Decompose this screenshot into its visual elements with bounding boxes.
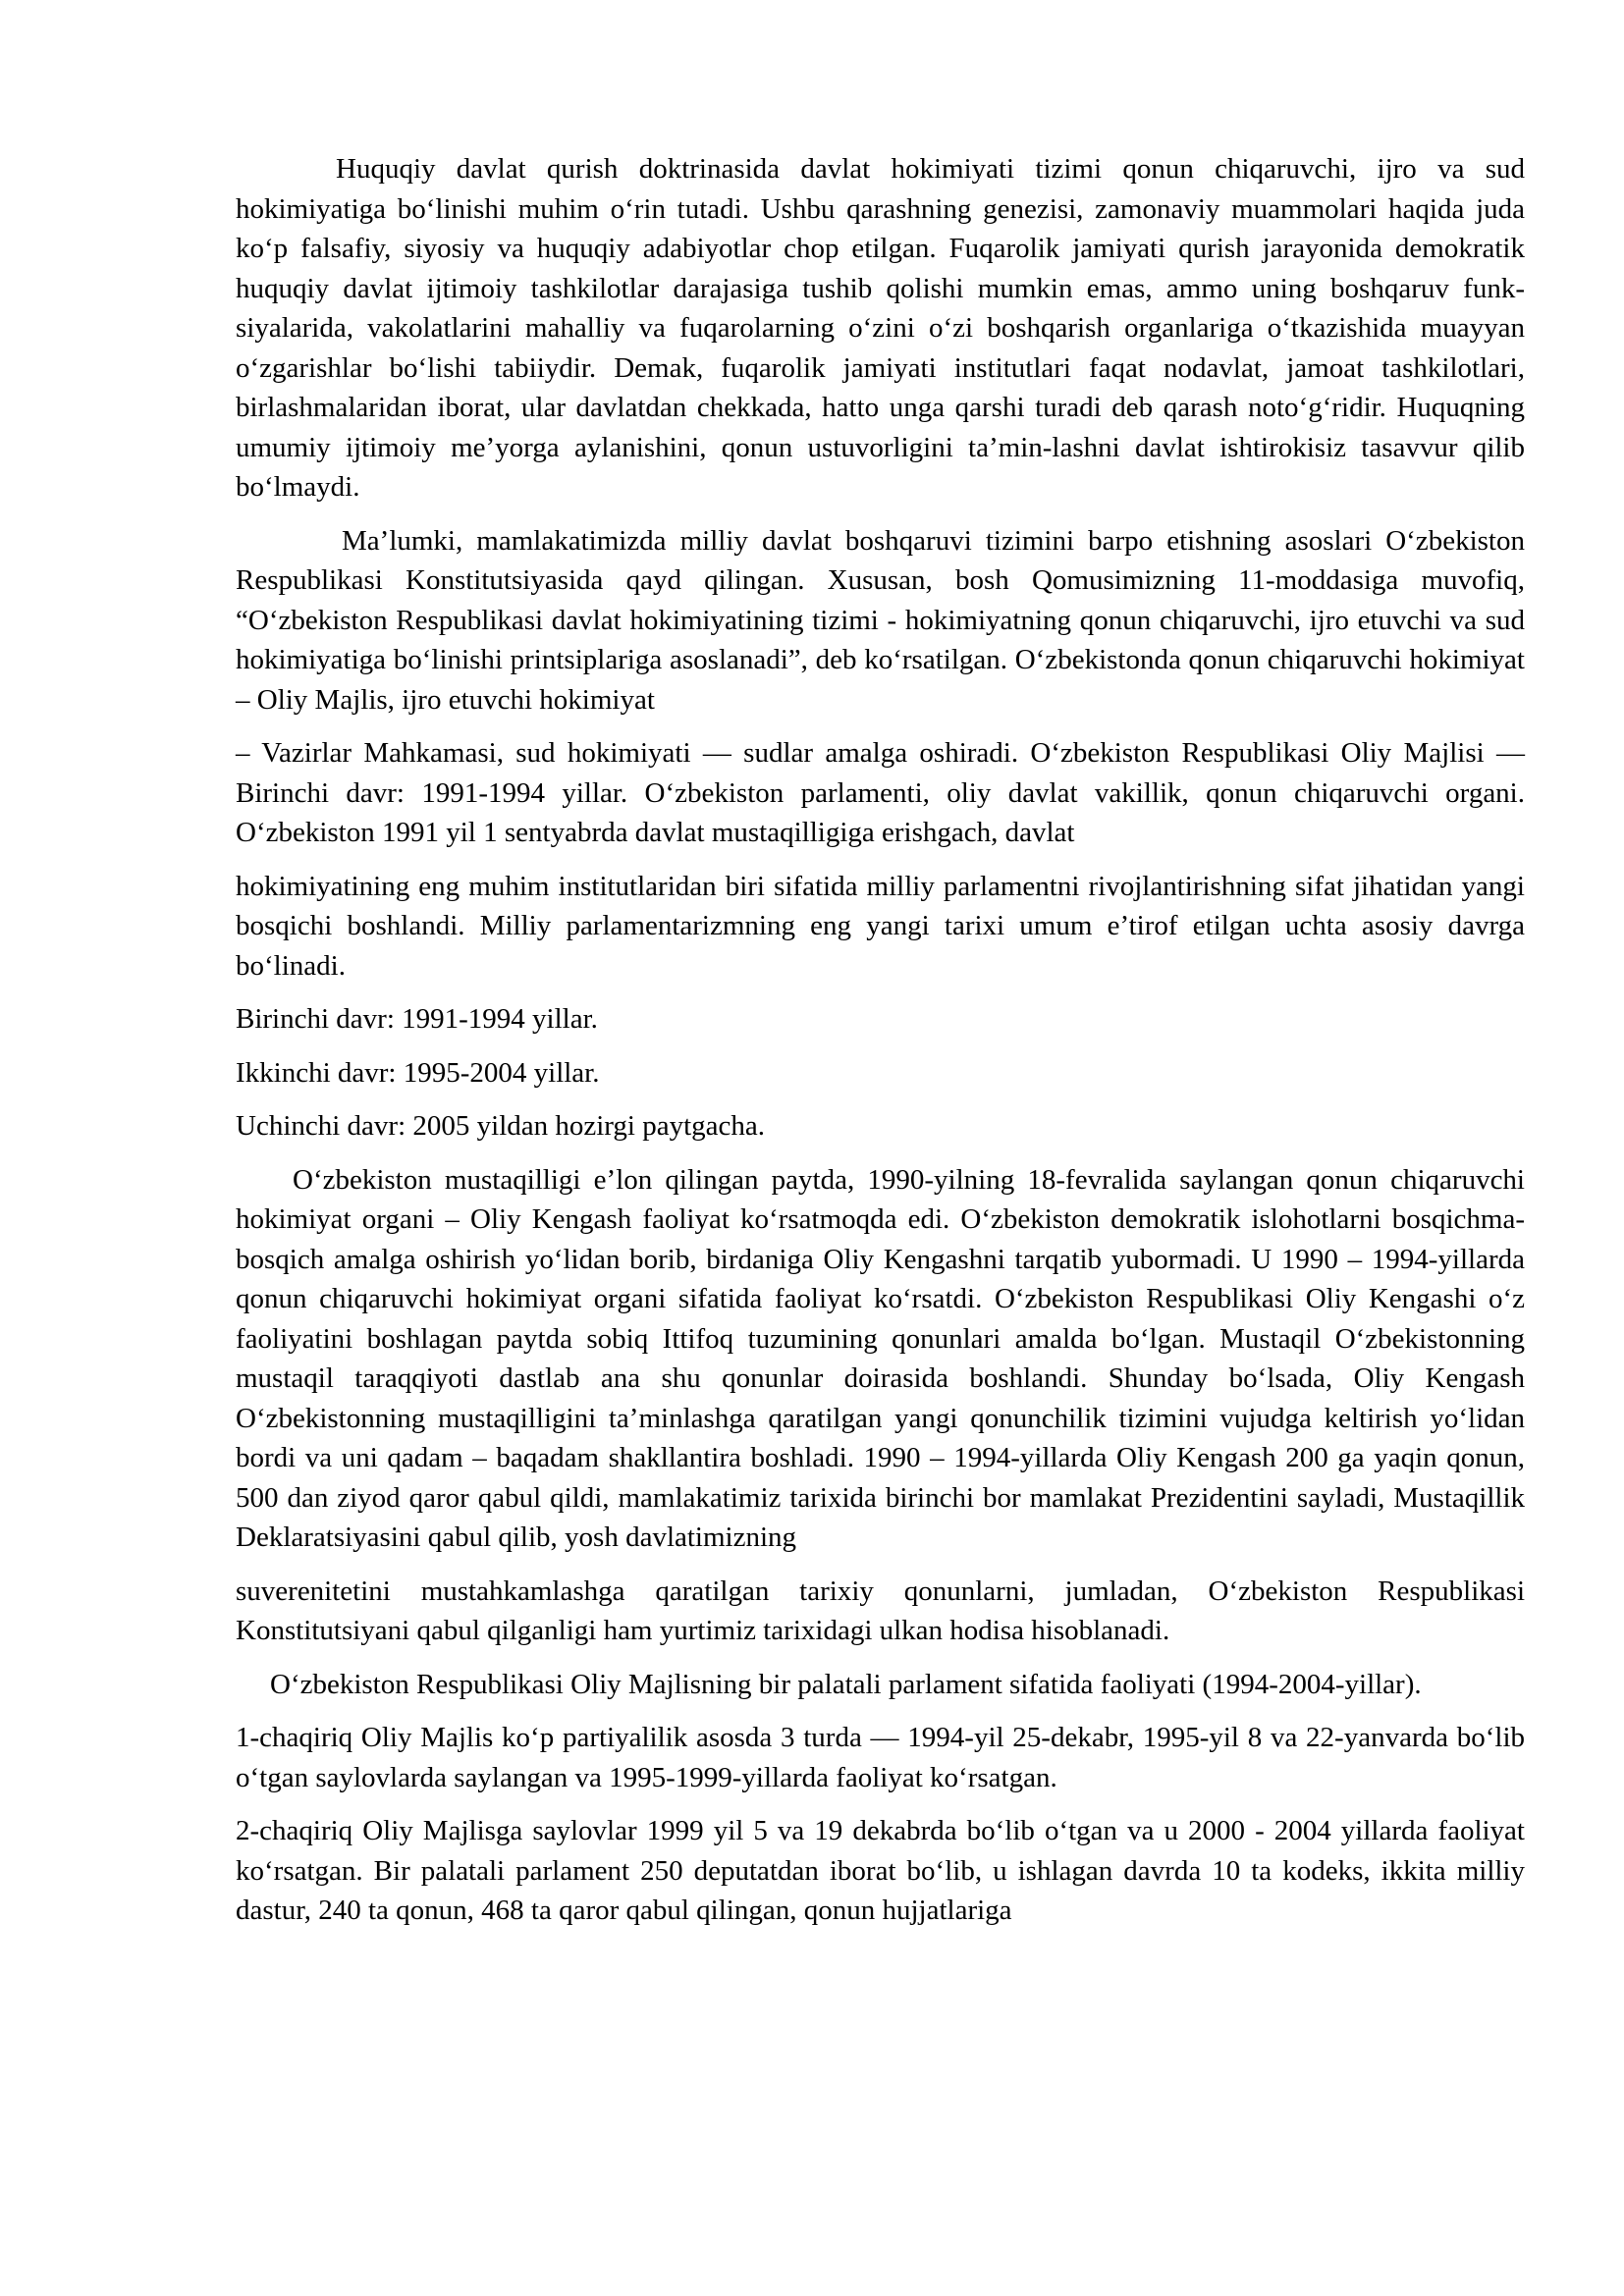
paragraph-second-convocation: 2-chaqiriq Oliy Majlisga saylovlar 1999 yil 5 va 19 dekabrda bo‘lib o‘tgan va u 2000 - 2004 yillarda faoliyat ko‘rsatgan. Bir palatali parlament 250 deputatdan iborat bo‘lib, u ishlagan davrda 10 ta kodeks, ikkita milliy dastur, 240 ta qonun, 468 ta qaror qabul qilingan, qonun hujjatlariga (236, 1815, 1525, 1926)
period-first: Birinchi davr: 1991-1994 yillar. (236, 1003, 598, 1035)
period-second: Ikkinchi davr: 1995-2004 yillar. (236, 1056, 600, 1089)
paragraph-intro: Huquqiy davlat qurish doktrinasida davlat hokimiyati tizimi qonun chiqaruvchi, ijro va sud hokimiyatiga bo‘linishi muhim o‘rin tutadi. Ushbu qarashning genezisi, zamonaviy muammolari haqida juda ko‘p falsafiy, siyosiy va huquqiy adabiyotlar chop etilgan. Fuqarolik jamiyati qurish jarayonida demokratik huquqiy davlat ijtimoiy tashkilotlar darajasiga tushib qolishi mumkin emas, ammo uning boshqaruv funk-siyalarida, vakolatlarini mahalliy va fuqarolarning o‘zini o‘zi boshqarish organlariga o‘tkazishida muayyan o‘zgarishlar bo‘lishi tabiiydir. Demak, fuqarolik jamiyati institutlari faqat nodavlat, jamoat tashkilotlari, birlashmalaridan iborat, ular davlatdan chekkada, hatto unga qarshi turadi deb qarash noto‘g‘ridir. Huquqning umumiy ijtimoiy me’yorga aylanishini, qonun ustuvorligini ta’min-lashni davlat ishtirokisiz tasavvur qilib bo‘lmaydi. (236, 153, 1525, 503)
paragraph-constitution: Ma’lumki, mamlakatimizda milliy davlat boshqaruvi tizimini barpo etishning asoslari O‘zbekiston Respublikasi Konstitutsiyasida qayd qilingan. Xususan, bosh Qomusimizning 11-moddasiga muvofiq, “O‘zbekiston Respublikasi davlat hokimiyatining tizimi - hokimiyatning qonun chiqaruvchi, ijro etuvchi va sud hokimiyatiga bo‘linishi printsiplariga asoslanadi”, deb ko‘rsatilgan. O‘zbekistonda qonun chiqaruvchi hokimiyat – Oliy Majlis, ijro etuvchi hokimiyat (236, 524, 1525, 716)
paragraph-branches: – Vazirlar Mahkamasi, sud hokimiyati — sudlar amalga oshiradi. O‘zbekiston Respublikasi Oliy Majlisi — Birinchi davr: 1991-1994 yillar. O‘zbekiston parlamenti, oliy davlat vakillik, qonun chiqaruvchi organi. O‘zbekiston 1991 yil 1 sentyabrda davlat mustaqilligiga erishgach, davlat (236, 737, 1525, 848)
section-heading-unicameral: O‘zbekiston Respublikasi Oliy Majlisning bir palatali parlament sifatida faoliyati (1994-2004-yillar). (270, 1668, 1422, 1700)
paragraph-first-convocation: 1-chaqiriq Oliy Majlis ko‘p partiyalilik asosda 3 turda — 1994-yil 25-dekabr, 1995-yil 8 va 22-yanvarda bo‘lib o‘tgan saylovlarda saylangan va 1995-1999-yillarda faoliyat ko‘rsatgan. (236, 1722, 1525, 1793)
paragraph-parliament-periods: hokimiyatining eng muhim institutlaridan biri sifatida milliy parlamentni rivojlantirishning sifat jihatidan yangi bosqichi boshlandi. Milliy parlamentarizmning eng yangi tarixi umum e’tirof etilgan uchta asosiy davrga bo‘linadi. (236, 870, 1525, 982)
period-third: Uchinchi davr: 2005 yildan hozirgi paytgacha. (236, 1110, 766, 1142)
paragraph-supreme-council: O‘zbekiston mustaqilligi e’lon qilingan paytda, 1990-yilning 18-fevralida saylangan qonun chiqaruvchi hokimiyat organi – Oliy Kengash faoliyat ko‘rsatmoqda edi. O‘zbekiston demokratik islohotlarni bosqichma-bosqich amalga oshirish yo‘lidan borib, birdaniga Oliy Kengashni tarqatib yubormadi. U 1990 – 1994-yillarda qonun chiqaruvchi hokimiyat organi sifatida faoliyat ko‘rsatdi. O‘zbekiston Respublikasi Oliy Kengashi o‘z faoliyatini boshlagan paytda sobiq Ittifoq tuzumining qonunlari amalda bo‘lgan. Mustaqil O‘zbekistonning mustaqil taraqqiyoti dastlab ana shu qonunlar doirasida boshlandi. Shunday bo‘lsada, Oliy Kengash O‘zbekistonning mustaqilligini ta’minlashga qaratilgan yangi qonunchilik tizimini vujudga keltirish yo‘lidan bordi va uni qadam – baqadam shakllantira boshladi. 1990 – 1994-yillarda Oliy Kengash 200 ga yaqin qonun, 500 dan ziyod qaror qabul qildi, mamlakatimiz tarixida birinchi bor mamlakat Prezidentini sayladi, Mustaqillik Deklaratsiyasini qabul qilib, yosh davlatimizning (236, 1163, 1525, 1553)
paragraph-sovereignty: suverenitetini mustahkamlashga qaratilgan tarixiy qonunlarni, jumladan, O‘zbekiston Respublikasi Konstitutsiyani qabul qilganligi ham yurtimiz tarixidagi ulkan hodisa hisoblanadi. (236, 1575, 1525, 1646)
document-page (236, 149, 1525, 1945)
